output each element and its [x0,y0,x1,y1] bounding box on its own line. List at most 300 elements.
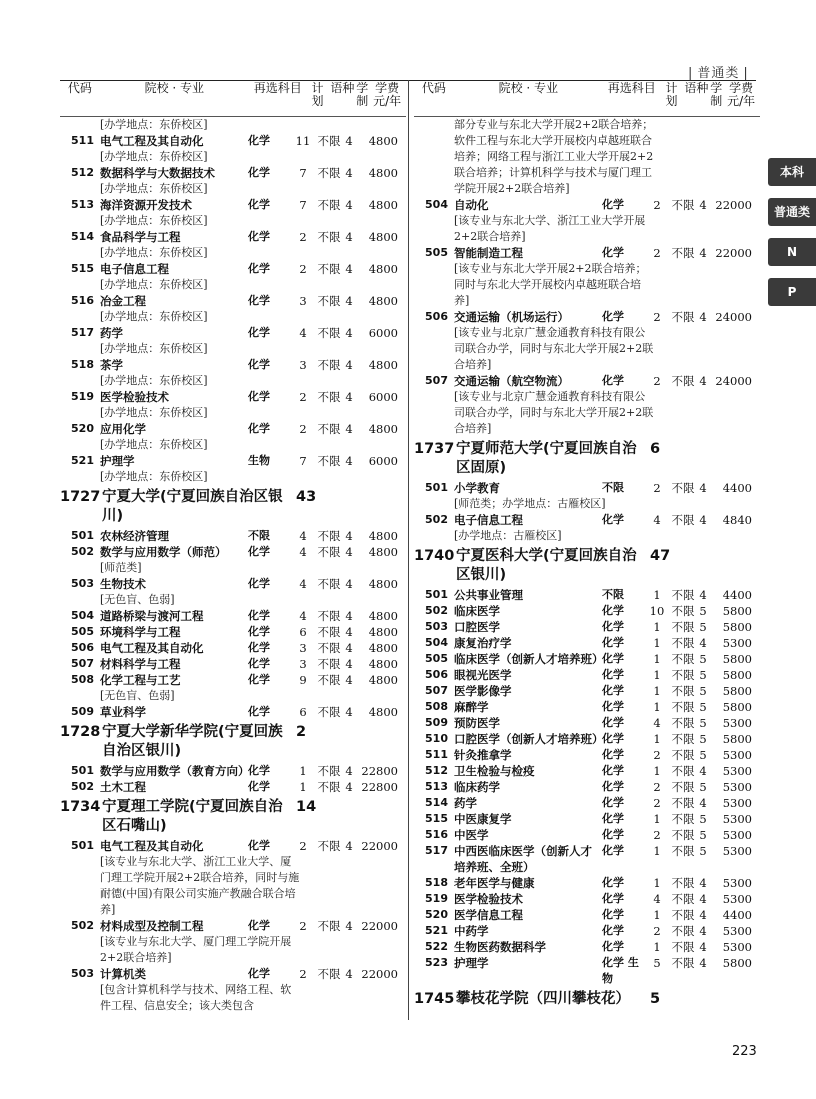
language: 不限 [671,700,695,714]
plan-count: 2 [653,198,661,212]
tuition-fee: 5800 [722,604,752,618]
language: 不限 [671,844,695,858]
duration: 4 [699,924,707,938]
duration: 4 [345,198,353,212]
university-name: 宁夏医科大学(宁夏回族自治区银川) [456,548,637,583]
duration: 4 [345,390,353,404]
page-number: 223 [732,1044,757,1059]
language: 不限 [671,198,695,212]
major-name: 卫生检验与检疫 [454,764,535,778]
major-name: 电子信息工程 [100,262,169,276]
plan-count: 1 [653,876,661,890]
entry-note: [办学地点：东侨校区] [100,246,208,259]
table-row [60,133,406,149]
major-name: 道路桥梁与渡河工程 [100,609,204,623]
col-code-header: 代码 [421,81,446,95]
plan-count: 3 [299,358,307,372]
tuition-fee: 5300 [722,812,752,826]
language: 不限 [317,641,341,655]
language: 不限 [671,908,695,922]
required-subject: 化学 [602,513,624,526]
required-subject: 化学 [248,358,270,371]
major-name: 公共事业管理 [454,588,523,602]
duration: 4 [699,374,707,388]
table-row [60,197,406,213]
major-name: 环境科学与工程 [100,625,181,639]
section-tag: | 普通类 | [688,62,749,81]
column-divider [408,80,409,1020]
plan-count: 5 [653,956,661,970]
major-code: 518 [71,358,94,371]
plan-count: 6 [299,625,307,639]
table-header [414,80,760,117]
major-name: 临床药学 [454,780,500,794]
tuition-fee: 4800 [368,262,398,276]
tuition-fee: 4800 [368,294,398,308]
major-name: 药学 [454,796,477,810]
major-code: 506 [425,668,448,681]
required-subject: 化学 [602,246,624,259]
duration: 4 [345,705,353,719]
language: 不限 [671,748,695,762]
table-row [414,843,760,875]
duration: 4 [345,780,353,794]
tuition-fee: 4800 [368,641,398,655]
required-subject: 化学 [602,636,624,649]
table-row [414,373,760,389]
major-code: 501 [425,481,448,494]
duration: 4 [345,262,353,276]
required-subject: 化学 [248,422,270,435]
duration: 4 [699,908,707,922]
plan-count: 2 [299,230,307,244]
entry-note: [师范类；办学地点：古雁校区] [454,497,606,510]
major-code: 515 [71,262,94,275]
language: 不限 [317,166,341,180]
duration: 4 [345,230,353,244]
entry-note: [该专业与东北大学开展2+2联合培养；同时与东北大学开展校内卓越班联合培养] [454,262,647,307]
language: 不限 [317,657,341,671]
entry-note: [无色盲、色弱] [100,689,175,702]
major-code: 505 [71,625,94,638]
major-name: 药学 [100,326,123,340]
duration: 4 [699,940,707,954]
plan-count: 7 [299,454,307,468]
tuition-fee: 4400 [722,908,752,922]
plan-count: 1 [299,780,307,794]
table-row [414,763,760,779]
required-subject: 化学 [602,748,624,761]
major-name: 食品科学与工程 [100,230,181,244]
tuition-fee: 5300 [722,748,752,762]
major-name: 麻醉学 [454,700,489,714]
major-name: 医学检验技术 [100,390,169,404]
side-tab[interactable]: 本科 [768,158,816,186]
university-heading [414,440,760,478]
table-row [414,747,760,763]
major-name: 口腔医学 [454,620,500,634]
side-tab[interactable]: 普通类 [768,198,816,226]
language: 不限 [671,246,695,260]
university-plan: 6 [650,441,661,457]
major-name: 中西医临床医学（创新人才培养班、全班） [454,844,592,874]
table-row [60,763,406,779]
tuition-fee: 4800 [368,545,398,559]
language: 不限 [317,919,341,933]
university-code: 1745 [414,991,455,1007]
right-column [414,80,760,1011]
major-name: 草业科学 [100,705,146,719]
university-plan: 5 [650,991,661,1007]
required-subject: 化学 [602,732,624,745]
major-code: 512 [71,166,94,179]
duration: 4 [699,876,707,890]
table-row [414,635,760,651]
major-name: 中医学 [454,828,489,842]
plan-count: 4 [299,609,307,623]
duration: 5 [699,684,707,698]
entry-note: [办学地点：东侨校区] [100,310,208,323]
table-row [414,907,760,923]
university-heading [60,798,406,836]
major-name: 医学检验技术 [454,892,523,906]
language: 不限 [671,684,695,698]
language: 不限 [317,422,341,436]
plan-count: 2 [653,828,661,842]
tuition-fee: 4840 [722,513,752,527]
university-code: 1740 [414,548,455,564]
duration: 5 [699,620,707,634]
tuition-fee: 5300 [722,892,752,906]
major-name: 化学工程与工艺 [100,673,181,687]
language: 不限 [317,230,341,244]
table-row [414,512,760,528]
university-name: 攀枝花学院（四川攀枝花） [456,991,630,1007]
required-subject: 化学 [602,764,624,777]
col-lang-header: 语种 [684,81,709,95]
language: 不限 [671,828,695,842]
language: 不限 [317,625,341,639]
duration: 4 [345,545,353,559]
major-code: 521 [425,924,448,937]
university-heading [60,723,406,761]
required-subject: 化学 [248,390,270,403]
major-name: 口腔医学（创新人才培养班） [454,732,604,746]
major-code: 502 [71,919,94,932]
major-name: 数学与应用数学（教育方向） [100,764,250,778]
duration: 4 [699,513,707,527]
major-code: 519 [425,892,448,905]
plan-count: 7 [299,198,307,212]
language: 不限 [671,764,695,778]
entry-note: [办学地点：东侨校区] [100,182,208,195]
required-subject: 化学 [602,198,624,211]
required-subject: 化学 [602,620,624,633]
required-subject: 生物 [248,454,270,467]
required-subject: 化学 [602,892,624,905]
plan-count: 2 [653,481,661,495]
major-code: 506 [71,641,94,654]
required-subject: 化学 [602,908,624,921]
university-plan: 43 [296,489,317,505]
language: 不限 [671,732,695,746]
table-row [60,528,406,544]
left-rows [60,117,406,1014]
major-code: 520 [71,422,94,435]
tuition-fee: 22000 [361,967,398,981]
required-subject: 不限 [602,588,624,601]
table-row [60,165,406,181]
required-subject: 化学 [602,374,624,387]
table-row [414,651,760,667]
plan-count: 4 [299,577,307,591]
tuition-fee: 5300 [722,636,752,650]
language: 不限 [317,294,341,308]
col-subject-header: 再选科目 [607,81,656,95]
entry-note: [包含计算机科学与技术、网络工程、软件工程、信息安全；该大类包含 [100,983,292,1012]
major-code: 503 [71,967,94,980]
major-code: 509 [425,716,448,729]
plan-count: 2 [299,839,307,853]
major-code: 506 [425,310,448,323]
tuition-fee: 5300 [722,796,752,810]
plan-count: 3 [299,641,307,655]
major-code: 502 [71,780,94,793]
duration: 4 [699,892,707,906]
table-row [414,779,760,795]
entry-note: [该专业与东北大学、浙江工业大学开展2+2联合培养] [454,214,646,243]
language: 不限 [317,326,341,340]
table-row [60,704,406,720]
plan-count: 1 [653,652,661,666]
major-code: 517 [425,844,448,857]
plan-count: 2 [653,748,661,762]
language: 不限 [671,310,695,324]
tuition-fee: 4800 [368,358,398,372]
duration: 4 [699,246,707,260]
col-len-header: 学制 [710,81,723,108]
tuition-fee: 5800 [722,668,752,682]
university-heading [414,547,760,585]
major-name: 电子信息工程 [454,513,523,527]
left-column [60,80,406,1014]
tuition-fee: 5800 [722,700,752,714]
plan-count: 11 [295,134,311,148]
required-subject: 化学 [248,764,270,777]
entry-note: [办学地点：东侨校区] [100,374,208,387]
table-row [414,309,760,325]
language: 不限 [671,588,695,602]
major-code: 521 [71,454,94,467]
tuition-fee: 22800 [361,780,398,794]
major-name: 中药学 [454,924,489,938]
entry-note: [该专业与东北大学、浙江工业大学、厦门理工学院开展2+2联合培养，同时与施耐德(中国)有限公司实施产教融合联合培养] [100,855,300,916]
entry-note: [该专业与北京广慧金通教育科技有限公司联合办学，同时与东北大学开展2+2联合培养] [454,326,654,371]
duration: 4 [345,839,353,853]
required-subject: 化学 [602,844,624,857]
entry-note: [办学地点：古雁校区] [454,529,562,542]
language: 不限 [317,262,341,276]
required-subject: 化学 [602,828,624,841]
table-row [60,421,406,437]
required-subject: 化学 [248,641,270,654]
table-row [414,667,760,683]
major-name: 护理学 [454,956,489,970]
plan-count: 1 [653,684,661,698]
tuition-fee: 5300 [722,844,752,858]
duration: 4 [345,529,353,543]
major-name: 电气工程及其自动化 [100,641,204,655]
major-name: 智能制造工程 [454,246,523,260]
language: 不限 [671,924,695,938]
major-name: 生物医药数据科学 [454,940,546,954]
major-code: 512 [425,764,448,777]
required-subject: 化学 [602,940,624,953]
required-subject: 化学 [248,230,270,243]
col-fee-header: 学费 元/年 [727,81,756,108]
side-tabs [768,158,816,318]
table-row [60,779,406,795]
table-row [60,229,406,245]
required-subject: 化学 [248,780,270,793]
tuition-fee: 5800 [722,652,752,666]
plan-count: 3 [299,657,307,671]
major-name: 材料科学与工程 [100,657,181,671]
major-name: 计算机类 [100,967,146,981]
major-code: 515 [425,812,448,825]
major-code: 507 [425,684,448,697]
duration: 4 [699,588,707,602]
table-row [414,245,760,261]
tuition-fee: 22000 [361,839,398,853]
tuition-fee: 6000 [368,454,398,468]
required-subject: 化学 [248,705,270,718]
tuition-fee: 4800 [368,625,398,639]
major-name: 医学信息工程 [454,908,523,922]
tuition-fee: 5800 [722,684,752,698]
table-row [60,576,406,592]
major-name: 冶金工程 [100,294,146,308]
language: 不限 [317,577,341,591]
table-row [414,619,760,635]
major-name: 海洋资源开发技术 [100,198,192,212]
plan-count: 1 [653,940,661,954]
required-subject: 化学 [248,919,270,932]
duration: 4 [345,422,353,436]
table-row [414,699,760,715]
table-row [60,357,406,373]
language: 不限 [317,198,341,212]
language: 不限 [317,454,341,468]
col-subject-header: 再选科目 [253,81,302,95]
language: 不限 [671,652,695,666]
plan-count: 1 [653,668,661,682]
language: 不限 [671,481,695,495]
table-row [60,544,406,560]
required-subject: 化学 [602,924,624,937]
plan-count: 2 [653,780,661,794]
university-name: 宁夏大学(宁夏回族自治区银川) [102,489,283,524]
plan-count: 1 [299,764,307,778]
major-code: 522 [425,940,448,953]
major-name: 预防医学 [454,716,500,730]
plan-count: 2 [653,796,661,810]
tuition-fee: 5300 [722,780,752,794]
duration: 4 [699,481,707,495]
major-name: 电气工程及其自动化 [100,839,204,853]
duration: 5 [699,780,707,794]
table-row [60,389,406,405]
major-code: 504 [71,609,94,622]
entry-note: [师范类] [100,561,142,574]
language: 不限 [317,545,341,559]
tuition-fee: 4800 [368,134,398,148]
major-name: 交通运输（航空物流） [454,374,569,388]
tuition-fee: 4800 [368,529,398,543]
required-subject: 化学 [602,716,624,729]
university-plan: 14 [296,799,317,815]
major-name: 老年医学与健康 [454,876,535,890]
entry-note: [办学地点：东侨校区] [100,278,208,291]
language: 不限 [317,673,341,687]
plan-count: 2 [299,422,307,436]
table-row [414,683,760,699]
major-code: 523 [425,956,448,969]
entry-note: [该专业与北京广慧金通教育科技有限公司联合办学，同时与东北大学开展2+2联合培养] [454,390,654,435]
plan-count: 4 [299,326,307,340]
required-subject: 不限 [248,529,270,542]
col-lang-header: 语种 [330,81,355,95]
side-tab[interactable]: P [768,278,816,306]
required-subject: 化学 [602,812,624,825]
required-subject: 化学 [248,134,270,147]
table-row [414,731,760,747]
side-tab[interactable]: N [768,238,816,266]
major-name: 中医康复学 [454,812,512,826]
entry-note: [办学地点：东侨校区] [100,214,208,227]
duration: 4 [699,796,707,810]
duration: 4 [699,636,707,650]
major-code: 505 [425,652,448,665]
major-code: 502 [425,513,448,526]
table-header [60,80,406,117]
col-name-header: 院校 · 专业 [144,81,205,95]
required-subject: 化学 [248,166,270,179]
entry-note: [办学地点：东侨校区] [100,150,208,163]
required-subject: 化学 [602,310,624,323]
language: 不限 [671,636,695,650]
tuition-fee: 22800 [361,764,398,778]
language: 不限 [317,839,341,853]
duration: 4 [345,134,353,148]
major-code: 502 [425,604,448,617]
major-code: 510 [425,732,448,745]
tuition-fee: 5800 [722,732,752,746]
plan-count: 4 [299,545,307,559]
tuition-fee: 6000 [368,390,398,404]
required-subject: 化学 [248,839,270,852]
major-code: 516 [425,828,448,841]
major-name: 电气工程及其自动化 [100,134,204,148]
tuition-fee: 5300 [722,876,752,890]
major-code: 505 [425,246,448,259]
duration: 4 [345,919,353,933]
required-subject: 化学 [602,604,624,617]
major-name: 交通运输（机场运行） [454,310,569,324]
plan-count: 4 [653,892,661,906]
tuition-fee: 5300 [722,828,752,842]
required-subject: 化学 [248,625,270,638]
